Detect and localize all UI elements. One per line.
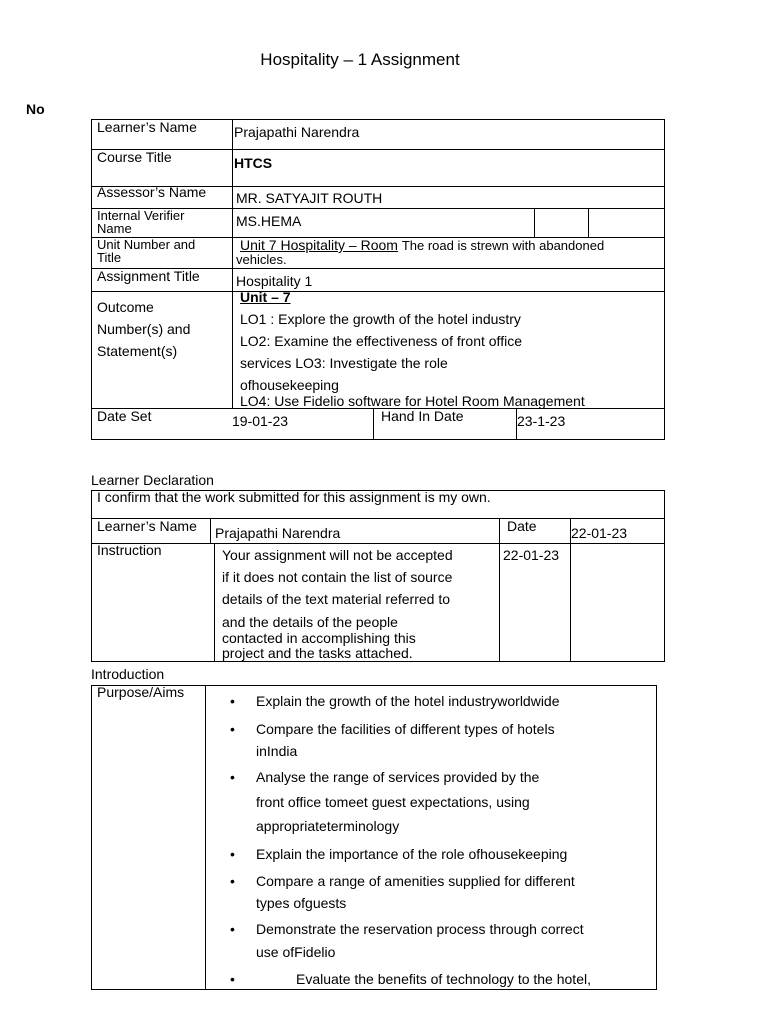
aim-item — [230, 765, 540, 789]
instruction-line: and the details of the people — [222, 614, 398, 630]
instruction-line: details of the text material referred to — [222, 591, 450, 607]
learner-name-label: Learner’s Name — [97, 119, 197, 135]
assessor-label: Assessor’s Name — [97, 184, 207, 200]
cell-divider — [210, 518, 211, 543]
unit-label-line1: Unit Number and — [97, 237, 196, 252]
instruction-line: if it does not contain the list of source — [222, 569, 453, 585]
aim-line: Explain the growth of the hotel industryworldwide — [256, 693, 560, 709]
lo1-text: LO1 : Explore the growth of the hotel industry — [240, 311, 521, 327]
aim-item — [230, 717, 555, 741]
instruction-label: Instruction — [97, 542, 162, 558]
unit-extra-line1: The road is strewn with abandoned — [401, 238, 605, 253]
aim-item — [230, 842, 568, 866]
assignment-title-label: Assignment Title — [97, 268, 200, 284]
instruction-line: Your assignment will not be accepted — [222, 547, 453, 563]
aim-line: Compare the facilities of different types of hotels — [256, 721, 555, 737]
aim-line: use ofFidelio — [256, 944, 336, 960]
course-title-label: Course Title — [97, 149, 172, 165]
outcome-unit: Unit – 7 — [240, 289, 291, 305]
aim-item — [230, 869, 575, 893]
lo2-lo3-text: services LO3: Investigate the role — [240, 355, 448, 371]
unit-label-line2: Title — [97, 250, 122, 265]
aim-line: Analyse the range of services provided by the — [256, 769, 540, 785]
course-title-value: HTCS — [234, 155, 273, 171]
outcome-label-line2: Number(s) and — [97, 321, 191, 337]
lo2-text: LO2: Examine the effectiveness of front office — [240, 333, 522, 349]
row-divider — [91, 543, 665, 544]
declaration-heading: Learner Declaration — [91, 472, 214, 488]
aim-item — [230, 967, 591, 991]
aim-line: front office tomeet guest expectations, using — [256, 794, 530, 810]
decl-date-value: 22-01-23 — [571, 525, 628, 541]
bullet-icon: • — [230, 873, 235, 889]
introduction-heading: Introduction — [91, 666, 165, 682]
hand-in-value: 23-1-23 — [517, 413, 566, 429]
cell-divider — [373, 408, 374, 440]
aim-line: types ofguests — [256, 895, 347, 911]
learner-name-value: Prajapathi Narendra — [234, 124, 360, 140]
outcome-label-line1: Outcome — [97, 299, 154, 315]
instruction-line: project and the tasks attached. — [222, 645, 413, 661]
bullet-icon: • — [230, 693, 235, 709]
no-label: No — [26, 101, 45, 117]
cell-divider — [499, 518, 500, 662]
date-set-value: 19-01-23 — [232, 413, 289, 429]
outcome-label-line3: Statement(s) — [97, 343, 178, 359]
unit-title: Unit 7 Hospitality – Room — [240, 237, 398, 253]
unit-value — [240, 237, 604, 253]
assessor-value: MR. SATYAJIT ROUTH — [236, 190, 383, 206]
decl-learner-name-label: Learner’s Name — [97, 518, 197, 534]
bullet-icon: • — [230, 921, 235, 937]
bullet-icon: • — [230, 769, 235, 785]
bullet-icon: • — [230, 721, 235, 737]
cell-divider — [588, 208, 589, 237]
hand-in-label: Hand In Date — [381, 408, 464, 424]
verifier-label-line1: Internal Verifier — [97, 208, 185, 223]
verifier-value: MS.HEMA — [236, 213, 302, 229]
cell-divider — [534, 208, 535, 237]
lo3-text: ofhousekeeping — [240, 377, 339, 393]
lo4-text: LO4: Use Fidelio software for Hotel Room Management — [240, 393, 585, 409]
bullet-icon: • — [230, 971, 235, 987]
row-divider — [91, 149, 665, 150]
aim-line: Compare a range of amenities supplied for different — [256, 873, 575, 889]
verifier-label-line2: Name — [97, 221, 132, 236]
instruction-line: contacted in accomplishing this — [222, 630, 416, 646]
assignment-title-value: Hospitality 1 — [236, 273, 313, 289]
purpose-aims-label: Purpose/Aims — [97, 684, 185, 700]
decl-learner-name-value: Prajapathi Narendra — [215, 525, 341, 541]
bullet-icon: • — [230, 846, 235, 862]
aim-line: Explain the importance of the role ofhousekeeping — [256, 846, 568, 862]
date-set-label: Date Set — [97, 408, 152, 424]
info-col-divider — [232, 119, 233, 408]
row-divider — [91, 291, 665, 292]
aim-line: Demonstrate the reservation process through correct — [256, 921, 584, 937]
declaration-statement: I confirm that the work submitted for this assignment is my own. — [97, 489, 491, 505]
aim-item — [230, 689, 560, 713]
aim-line: inIndia — [256, 743, 298, 759]
cell-divider — [205, 685, 206, 990]
aim-line: Evaluate the benefits of technology to the hotel, — [296, 971, 591, 987]
instruction-date: 22-01-23 — [503, 547, 560, 563]
page-title: Hospitality – 1 Assignment — [260, 50, 460, 69]
decl-date-label: Date — [507, 518, 537, 534]
cell-divider — [214, 543, 215, 662]
aim-line: appropriateterminology — [256, 818, 400, 834]
unit-extra-line2: vehicles. — [236, 252, 287, 267]
aim-item — [230, 917, 584, 941]
